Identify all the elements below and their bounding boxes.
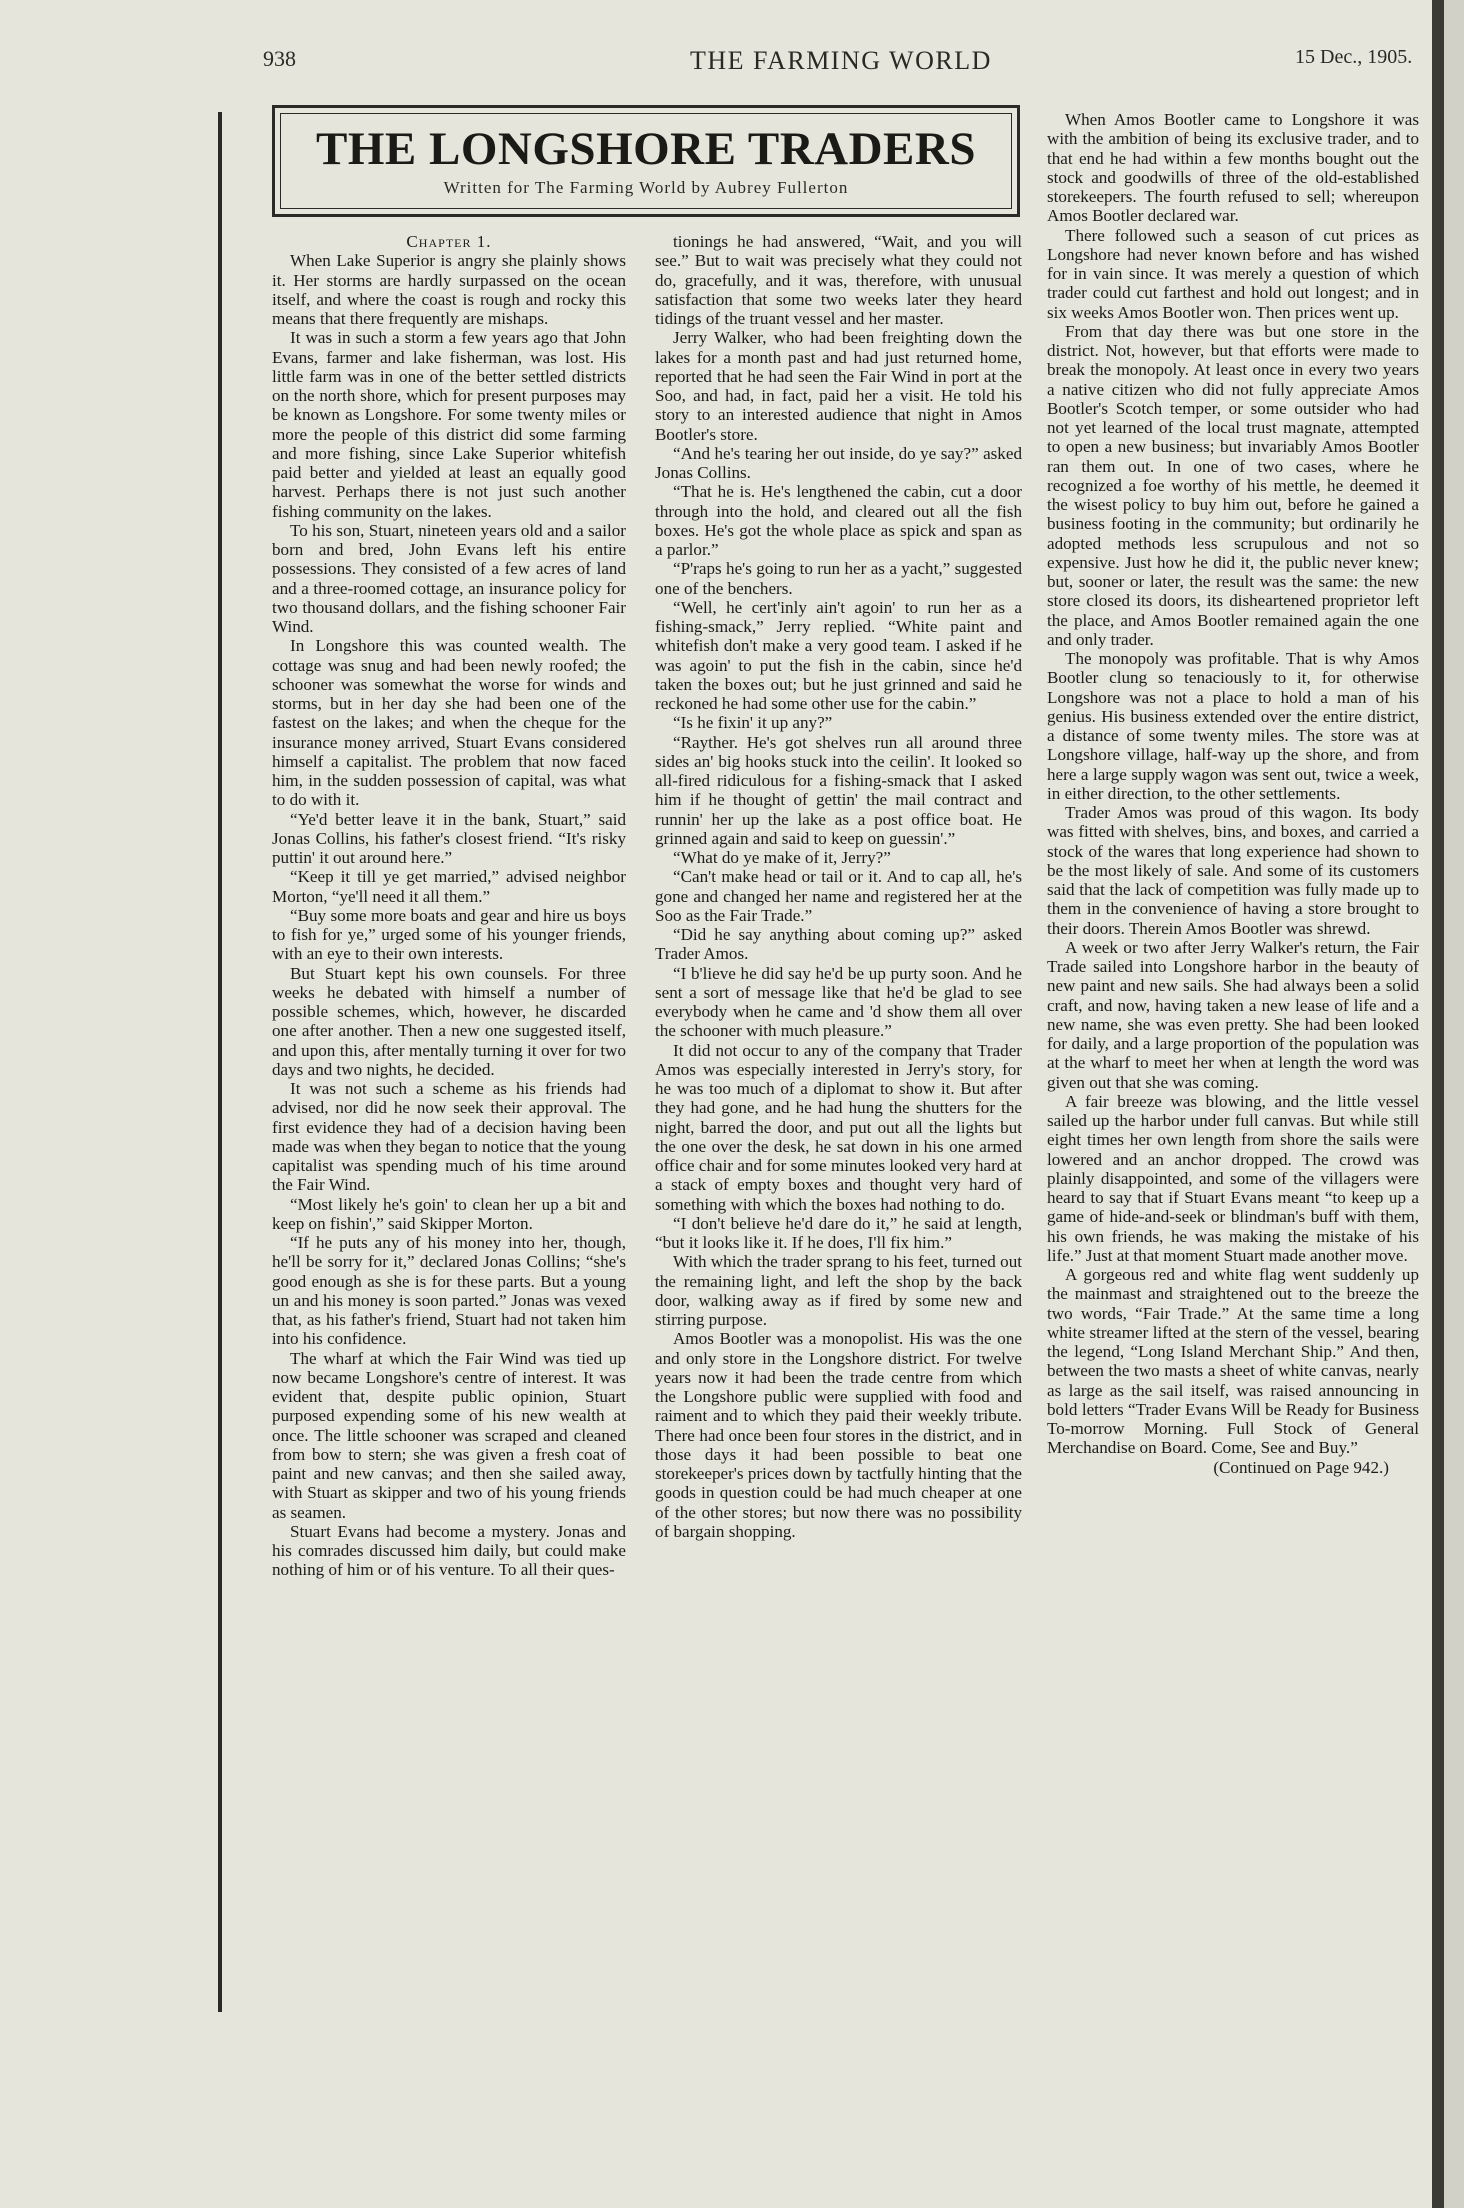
paragraph: “Most likely he's goin' to clean her up a bit and keep on fishin',” said Skipper Morton.	[272, 1194, 626, 1233]
text-column-3	[1047, 110, 1419, 1477]
paragraph: “I don't believe he'd dare do it,” he said at length, “but it looks like it. If he does, I'll fix him.”	[655, 1213, 1022, 1252]
article-title: THE LONGSHORE TRADERS	[316, 123, 976, 175]
paragraph: “I b'lieve he did say he'd be up purty soon. And he sent a sort of message like that he'd be glad to see everybody when he came and 'd show them all over the schooner with much pleasure.”	[655, 963, 1022, 1041]
paragraph: But Stuart kept his own counsels. For three weeks he debated with himself a number of possible schemes, which, however, he discarded one after another. Then a new one suggested itself, and upon this, after mentally turning it over for two days and two nights, he decided.	[272, 963, 626, 1079]
article-header-box	[272, 105, 1020, 217]
paragraph: There followed such a season of cut prices as Longshore had never known before and has wished for in vain since. It was merely a question of which trader could cut farthest and hold out longest; and in six weeks Amos Bootler won. Then prices went up.	[1047, 225, 1419, 322]
continued-note: (Continued on Page 942.)	[1213, 1457, 1389, 1477]
paragraph: Stuart Evans had become a mystery. Jonas and his comrades discussed him daily, but could make nothing of him or of his venture. To all their ques-	[272, 1521, 626, 1580]
paragraph: With which the trader sprang to his feet, turned out the remaining light, and left the shop by the back door, walking away as if fired by some new and stirring purpose.	[655, 1252, 1022, 1329]
paragraph: “If he puts any of his money into her, though, he'll be sorry for it,” declared Jonas Collins; “she's good enough as she is for these parts. But a young un and his money is soon parted.” Jonas was vexed that, as his father's friend, Stuart had not taken him into his confidence.	[272, 1233, 626, 1349]
paragraph: A fair breeze was blowing, and the little vessel sailed up the harbor under full canvas. But while still eight times her own length from shore the sails were lowered and an anchor dropped. The crowd was plainly disappointed, and some of the villagers were heard to say that if Stuart Evans meant “to keep up a game of hide-and-seek or blindman's buff with them, his own friends, he was making the mistake of his life.” Just at that moment Stuart made another move.	[1047, 1091, 1419, 1265]
paragraph: A gorgeous red and white flag went suddenly up the mainmast and straightened out to the breeze the two words, “Fair Trade.” At the same time a long white streamer lifted at the stern of the vessel, bearing the legend, “Long Island Merchant Ship.” And then, between the two masts a sheet of white canvas, nearly as large as the sail itself, was raised announcing in bold letters “Trader Evans Will be Ready for Business To-morrow Morning. Full Stock of General Merchandise on Board. Come, See and Buy.”	[1047, 1265, 1419, 1458]
paragraph: Trader Amos was proud of this wagon. Its body was fitted with shelves, bins, and boxes, and carried a stock of the wares that long experience had shown to be the most likely of sale. And some of its customers said that the lack of competition was fully made up to them in the convenience of having a store brought to their doors. Therein Amos Bootler was shrewd.	[1047, 803, 1419, 938]
paragraph: “Rayther. He's got shelves run all around three sides an' big hooks stuck into the ceilin'. It looked so all-fired ridiculous for a fishing-smack that I asked him if he thought of gettin' the mail contract and runnin' her up the lake as a post office boat. He grinned again and said to keep on guessin'.”	[655, 732, 1022, 848]
paragraph: “That he is. He's lengthened the cabin, cut a door through into the hold, and cleared out all the fish boxes. He's got the whole place as spick and span as a parlor.”	[655, 482, 1022, 559]
text-column-2	[655, 232, 1022, 1541]
paragraph: Jerry Walker, who had been freighting down the lakes for a month past and had just returned home, reported that he had seen the Fair Wind in port at the Soo, and had, in fact, paid her a visit. He told his story to an interested audience that night in Amos Bootler's store.	[655, 328, 1022, 444]
paragraph: It was in such a storm a few years ago that John Evans, farmer and lake fisherman, was lost. His little farm was in one of the better settled districts on the north shore, which for present purposes may be known as Longshore. For some twenty miles or more the people of this district did some farming and more fishing, since Lake Superior whitefish paid better and yielded at least an equally good harvest. Perhaps there is not just such another fishing community on the lakes.	[272, 328, 626, 521]
paragraph: In Longshore this was counted wealth. The cottage was snug and had been newly roofed; the schooner was somewhat the worse for winds and storms, but in her day she had been one of the fastest on the lakes; and when the cheque for the insurance money arrived, Stuart Evans considered himself a capitalist. The problem that now faced him, in the sudden possession of capital, was what to do with it.	[272, 636, 626, 810]
text-column-1	[272, 232, 626, 1580]
paragraph: When Amos Bootler came to Longshore it was with the ambition of being its exclusive trader, and to that end he had within a few months bought out the stock and goodwills of three of the old-established storekeepers. The fourth refused to sell; whereupon Amos Bootler declared war.	[1047, 110, 1419, 226]
paragraph: “Did he say anything about coming up?” asked Trader Amos.	[655, 925, 1022, 964]
chapter-heading: Chapter 1.	[406, 232, 492, 251]
paragraph: It was not such a scheme as his friends had advised, nor did he now seek their approval. The first evidence they had of a decision having been made was when they began to notice that the young capitalist was spending much of his time around the Fair Wind.	[272, 1079, 626, 1195]
paragraph: “What do ye make of it, Jerry?”	[673, 848, 891, 867]
issue-date: 15 Dec., 1905.	[1295, 46, 1413, 68]
paragraph: The monopoly was profitable. That is why Amos Bootler clung so tenaciously to it, for otherwise Longshore was not a place to hold a man of his genius. His business extended over the entire district, a distance of some twenty miles. The store was at Longshore village, half-way up the shore, and from here a large supply wagon was sent out, twice a week, in either direction, to the other settlements.	[1047, 649, 1419, 803]
paragraph: “Well, he cert'inly ain't agoin' to run her as a fishing-smack,” Jerry replied. “White paint and whitefish don't make a very good team. I asked if he was agoin' to put the fish in the cabin, since he'd taken the boxes out; but he just grinned and said he reckoned he had some other use for the cabin.”	[655, 597, 1022, 713]
paragraph: “Is he fixin' it up any?”	[673, 713, 833, 733]
paragraph: The wharf at which the Fair Wind was tied up now became Longshore's centre of interest. It was evident that, despite public opinion, Stuart purposed expending some of his new wealth at once. The little schooner was scraped and cleaned from bow to stern; she was given a fresh coat of paint and new canvas; and then she sailed away, with Stuart as skipper and two of his young friends as seamen.	[272, 1348, 626, 1522]
binding-edge	[1432, 0, 1444, 2208]
publication-title: THE FARMING WORLD	[690, 46, 992, 75]
paragraph: It did not occur to any of the company that Trader Amos was especially interested in Jerry's story, for he was too much of a diplomat to show it. But after they had gone, and he had hung the shutters for the night, barred the door, and put out all the lights but the one over the desk, he sat down in his one armed office chair and for some minutes looked very hard at a stack of empty boxes and thought very hard of something with which the boxes had nothing to do.	[655, 1040, 1022, 1214]
gutter-rule	[218, 112, 222, 2012]
scan-margin	[1444, 0, 1464, 2208]
paragraph: A week or two after Jerry Walker's return, the Fair Trade sailed into Longshore harbor in the beauty of new paint and new sails. She had always been a solid craft, and now, having taken a new lease of life and a new name, she was even pretty. She had been looked for daily, and a large proportion of the population was at the wharf to meet her when at length the word was given out that she was coming.	[1047, 937, 1419, 1092]
paragraph: From that day there was but one store in the district. Not, however, but that efforts were made to break the monopoly. At least once in every two years a native citizen who did not fully appreciate Amos Bootler's Scotch temper, or some outsider who had not yet learned of the local trust magnate, attempted to open a new business; but invariably Amos Bootler ran them out. In one of two cases, where he recognized a foe worthy of his mettle, he deemed it the wisest policy to buy him out, before he gained a business footing in the community; but ordinarily he adopted methods less scrupulous and not so expensive. Just how he did it, the public never knew; but, sooner or later, the result was the same: the new store closed its doors, its disheartened proprietor left the place, and Amos Bootler remained again the one and only trader.	[1047, 321, 1419, 649]
article-byline: Written for The Farming World by Aubrey Fullerton	[443, 178, 849, 197]
paragraph: When Lake Superior is angry she plainly shows it. Her storms are hardly surpassed on the ocean itself, and where the coast is rough and rocky this means that there frequently are mishaps.	[272, 251, 626, 328]
paragraph: “Ye'd better leave it in the bank, Stuart,” said Jonas Collins, his father's closest friend. “It's risky puttin' it out around here.”	[272, 809, 626, 867]
paragraph: tionings he had answered, “Wait, and you will see.” But to wait was precisely what they could not do, gracefully, and it was, therefore, with unusual satisfaction that some two weeks later they heard tidings of the truant vessel and her master.	[655, 232, 1022, 328]
paragraph: Amos Bootler was a monopolist. His was the one and only store in the Longshore district. For twelve years now it had been the trade centre from which the Longshore public were supplied with food and raiment and to which they paid their weekly tribute. There had once been four stores in the district, and in those days it had been possible to beat one storekeeper's prices down by tactfully hinting that the goods in question could be had much cheaper at one of the other stores; but now there was no possibility of bargain shopping.	[655, 1329, 1022, 1541]
paragraph: “P'raps he's going to run her as a yacht,” suggested one of the benchers.	[655, 559, 1022, 598]
paragraph: “Can't make head or tail or it. And to cap all, he's gone and changed her name and registered her at the Soo as the Fair Trade.”	[655, 867, 1022, 925]
paragraph: To his son, Stuart, nineteen years old and a sailor born and bred, John Evans left his entire possessions. They consisted of a few acres of land and a three-roomed cottage, an insurance policy for two thousand dollars, and the fishing schooner Fair Wind.	[272, 520, 626, 636]
page-number: 938	[263, 46, 296, 71]
paragraph: “Keep it till ye get married,” advised neighbor Morton, “ye'll need it all them.”	[272, 867, 626, 906]
paragraph: “Buy some more boats and gear and hire us boys to fish for ye,” urged some of his younger friends, with an eye to their own interests.	[272, 905, 626, 964]
paragraph: “And he's tearing her out inside, do ye say?” asked Jonas Collins.	[655, 443, 1022, 482]
